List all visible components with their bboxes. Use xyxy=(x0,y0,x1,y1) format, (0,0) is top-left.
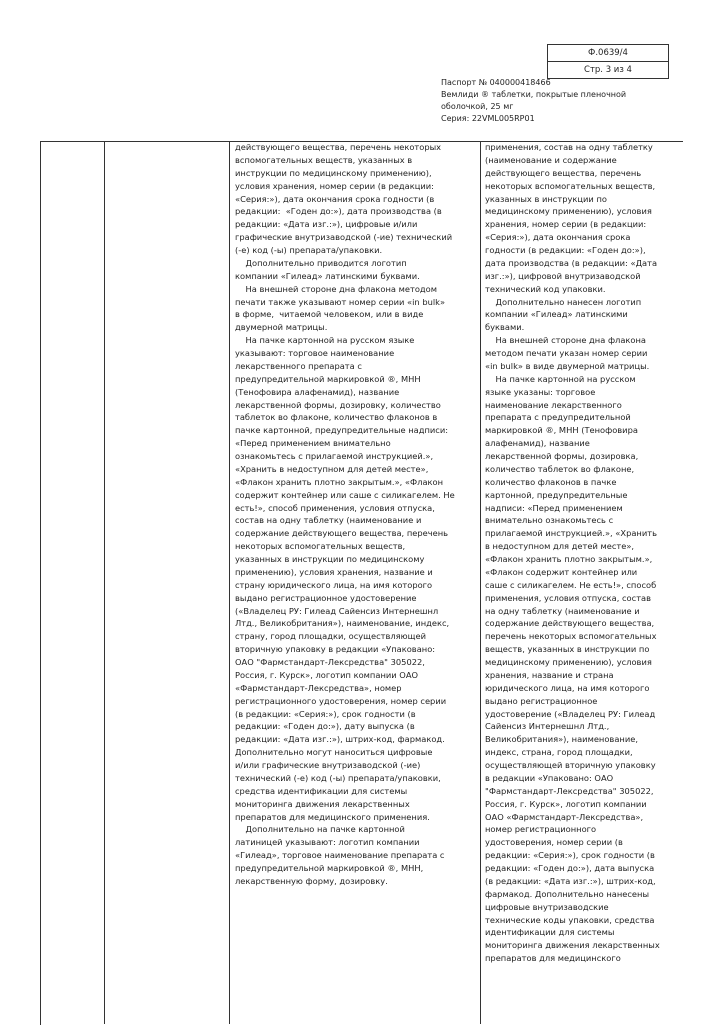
text-line: содержание действующего вещества, xyxy=(485,618,655,629)
text-line: ОАО "Фармстандарт-Лексредства" 305022, xyxy=(235,657,425,667)
text-line: и/или графические внутризаводской (-ие) xyxy=(235,760,421,770)
text-line: состав на одну таблетку (наименование и xyxy=(235,515,422,526)
text-line: некоторых вспомогательных веществ, xyxy=(235,541,406,552)
right-column-text xyxy=(485,141,678,965)
product-name-line1: Вемлиди ® таблетки, покрытые пленочной xyxy=(441,90,627,99)
text-line: буквами. xyxy=(485,322,525,333)
text-line: «Серия:»), дата окончания срока xyxy=(485,232,631,243)
text-line: действующего вещества, перечень xyxy=(485,167,642,178)
text-line: применения, состав на одну таблетку xyxy=(485,142,653,152)
text-line: ознакомьтесь с прилагаемой инструкцией.», xyxy=(235,451,434,461)
text-line: индекс, страна, город площадки, xyxy=(485,747,633,758)
text-line: редакции: «Серия:»), срок годности (в xyxy=(485,850,655,861)
text-line: удостоверения, номер серии (в xyxy=(485,837,623,848)
text-line: методом печати указан номер серии xyxy=(485,348,648,358)
text-line: саше с силикагелем. Не есть!», способ xyxy=(485,579,657,590)
column-divider-1 xyxy=(104,141,105,1024)
left-column-text xyxy=(235,141,473,888)
text-line: некоторых вспомогательных веществ, xyxy=(485,180,656,191)
text-line: «Серия:»), дата окончания срока годности (в xyxy=(235,193,435,204)
text-line: («Владелец РУ: Гилеад Сайенсиз Интернешнл xyxy=(235,605,439,616)
text-line: предупредительной маркировкой ®, МНН xyxy=(235,373,421,384)
text-line: средства идентификации для системы xyxy=(235,785,408,796)
text-line: хранения, номер серии (в редакции: xyxy=(485,219,647,230)
text-line: лекарственную форму, дозировку. xyxy=(235,875,388,886)
text-line: таблеток во флаконе, количество флаконов в xyxy=(235,412,438,423)
text-line: алафенамид), название xyxy=(485,438,590,449)
passport-info xyxy=(441,77,641,125)
text-line: графические внутризаводской (-ие) технический xyxy=(235,232,453,243)
text-line: (наименование и содержание xyxy=(485,154,617,165)
text-line: ОАО «Фармстандарт-Лексредства», xyxy=(485,811,644,822)
text-line: в недоступном для детей месте», xyxy=(485,541,635,552)
text-line: указанных в инструкции по xyxy=(485,193,607,204)
text-line: идентификации для системы xyxy=(485,927,615,938)
text-line: «Гилеад», торговое наименование препарата с xyxy=(235,850,445,861)
text-line: веществ, указанных в инструкции по xyxy=(485,644,650,655)
text-line: Россия, г. Курск», логотип компании ОАО xyxy=(235,669,419,680)
text-line: страну, город площадки, осуществляющей xyxy=(235,631,426,642)
column-divider-3 xyxy=(480,141,481,1024)
text-line: Дополнительно на пачке картонной xyxy=(235,824,405,835)
text-line: медицинскому применению), условия xyxy=(485,657,652,667)
series-number: Серия: 22VML005RP01 xyxy=(441,114,535,123)
text-line: фармакод. Дополнительно нанесены xyxy=(485,888,650,899)
text-line: лекарственного препарата с xyxy=(235,360,362,371)
text-line: (-е) код (-ы) препарата/упаковки. xyxy=(235,245,383,255)
text-line: юридического лица, на имя которого xyxy=(485,682,650,693)
text-line: в редакции «Упаковано: ОАО xyxy=(485,772,614,783)
text-line: языке указаны: торговое xyxy=(485,386,596,397)
text-line: вторичную упаковку в редакции «Упаковано: xyxy=(235,644,436,655)
text-line: «Фармстандарт-Лексредства», номер xyxy=(235,682,402,693)
text-line: редакции: «Годен до:»), дата выпуска xyxy=(485,863,655,873)
text-line: удостоверение («Владелец РУ: Гилеад xyxy=(485,708,656,719)
text-line: редакции: «Дата изг.:»), цифровые и/или xyxy=(235,219,418,230)
text-line: На внешней стороне дна флакона xyxy=(485,335,647,346)
text-line: Дополнительно нанесен логотип xyxy=(485,296,642,307)
text-line: картонной, предупредительные xyxy=(485,489,628,500)
text-line: технический (-е) код (-ы) препарата/упаковки, xyxy=(235,772,441,783)
text-line: есть!», способ применения, условия отпуска, xyxy=(235,502,435,513)
text-line: «Флакон содержит контейнер или xyxy=(485,566,638,577)
text-line: хранения, название и страна xyxy=(485,669,614,680)
text-line: На пачке картонной на русском языке xyxy=(235,335,415,346)
text-line: указанных в инструкции по медицинскому xyxy=(235,554,425,564)
text-line: «Хранить в недоступном для детей месте», xyxy=(235,463,429,474)
text-line: осуществляющей вторичную упаковку xyxy=(485,760,656,770)
text-line: мониторинга движения лекарственных xyxy=(235,798,410,809)
text-line: "Фармстандарт-Лексредства" 305022, xyxy=(485,785,654,796)
text-line: предупредительной маркировкой ®, МНН, xyxy=(235,863,424,873)
text-line: компании «Гилеад» латинскими буквами. xyxy=(235,270,420,281)
text-line: Дополнительно могут наноситься цифровые xyxy=(235,747,433,758)
text-line: применению), условия хранения, название и xyxy=(235,566,433,577)
text-line: латиницей указывают: логотип компании xyxy=(235,837,420,848)
text-line: пачке картонной, предупредительные надписи: xyxy=(235,425,449,436)
product-name-line2: оболочкой, 25 мг xyxy=(441,102,514,111)
text-line: препаратов для медицинского применения. xyxy=(235,811,430,822)
text-line: на одну таблетку (наименование и xyxy=(485,605,640,616)
text-line: в форме, читаемой человеком, или в виде xyxy=(235,309,424,320)
text-line: наименование лекарственного xyxy=(485,399,622,410)
text-line: лекарственной формы, дозировку, количество xyxy=(235,399,441,410)
passport-number: Паспорт № 040000418466 xyxy=(441,78,551,87)
text-line: содержит контейнер или саше с силикагелем. Не xyxy=(235,489,455,500)
text-line: цифровые внутризаводские xyxy=(485,901,609,912)
text-line: изг.:»), цифровой внутризаводской xyxy=(485,270,641,281)
text-line: выдано регистрационное xyxy=(485,695,598,706)
text-line: выдано регистрационное удостоверение xyxy=(235,592,417,603)
text-line: редакции: «Дата изг.:»), штрих-код, фармакод. xyxy=(235,734,445,745)
text-line: регистрационного удостоверения, номер серии xyxy=(235,695,447,706)
text-line: маркировкой ®, МНН (Тенофовира xyxy=(485,425,638,436)
text-line: прилагаемой инструкцией.», «Хранить xyxy=(485,528,657,539)
text-line: инструкции по медицинскому применению), xyxy=(235,167,432,178)
text-line: На внешней стороне дна флакона методом xyxy=(235,283,438,294)
text-line: На пачке картонной на русском xyxy=(485,373,636,384)
column-divider-2 xyxy=(229,141,230,1024)
text-line: вспомогательных веществ, указанных в xyxy=(235,154,413,165)
text-line: действующего вещества, перечень некоторых xyxy=(235,142,442,152)
form-code-box xyxy=(547,44,669,79)
text-line: препаратов для медицинского xyxy=(485,953,621,964)
text-line: Россия, г. Курск», логотип компании xyxy=(485,798,647,809)
text-line: (в редакции: «Дата изг.:»), штрих-код, xyxy=(485,875,656,886)
text-line: «Флакон хранить плотно закрытым.», «Флакон xyxy=(235,476,444,487)
text-line: перечень некоторых вспомогательных xyxy=(485,631,657,642)
text-line: «Перед применением внимательно xyxy=(235,438,391,449)
text-line: технические коды упаковки, средства xyxy=(485,914,655,925)
form-code: Ф.0639/4 xyxy=(588,48,628,58)
text-line: редакции: «Годен до:»), дата производства (в xyxy=(235,206,442,217)
text-line: «in bulk» в виде двумерной матрицы. xyxy=(485,360,650,371)
text-line: страну юридического лица, на имя которого xyxy=(235,579,433,590)
text-line: двумерной матрицы. xyxy=(235,322,328,333)
text-line: технический код упаковки. xyxy=(485,283,606,294)
text-line: печати также указывают номер серии «in bulk» xyxy=(235,296,446,307)
text-line: содержание действующего вещества, перечень xyxy=(235,528,449,539)
text-line: номер регистрационного xyxy=(485,824,597,835)
text-line: количество флаконов в пачке xyxy=(485,476,617,487)
text-line: указывают: торговое наименование xyxy=(235,348,395,358)
text-line: условия хранения, номер серии (в редакции: xyxy=(235,180,434,191)
text-line: дата производства (в редакции: «Дата xyxy=(485,257,658,268)
page-number: Стр. 3 из 4 xyxy=(548,61,668,78)
text-line: мониторинга движения лекарственных xyxy=(485,940,660,951)
text-line: лекарственной формы, дозировка, xyxy=(485,451,639,461)
text-line: Лтд., Великобритания»), наименование, индекс, xyxy=(235,618,450,629)
text-line: препарата с предупредительной xyxy=(485,412,631,423)
text-line: «Флакон хранить плотно закрытым.», xyxy=(485,554,653,564)
text-line: годности (в редакции: «Годен до:»), xyxy=(485,245,646,255)
text-line: Великобритания»), наименование, xyxy=(485,734,638,745)
text-line: Сайенсиз Интернешнл Лтд., xyxy=(485,721,610,732)
text-line: надписи: «Перед применением xyxy=(485,502,623,513)
text-line: Дополнительно приводится логотип xyxy=(235,257,407,268)
text-line: (в редакции: «Серия:»), срок годности (в xyxy=(235,708,416,719)
text-line: внимательно ознакомьтесь с xyxy=(485,515,614,526)
text-line: компании «Гилеад» латинскими xyxy=(485,309,628,320)
text-line: (Тенофовира алафенамид), название xyxy=(235,386,400,397)
text-line: редакции: «Годен до:»), дату выпуска (в xyxy=(235,721,415,732)
text-line: применения, условия отпуска, состав xyxy=(485,592,652,603)
text-line: количество таблеток во флаконе, xyxy=(485,463,635,474)
text-line: медицинскому применению), условия xyxy=(485,206,652,217)
